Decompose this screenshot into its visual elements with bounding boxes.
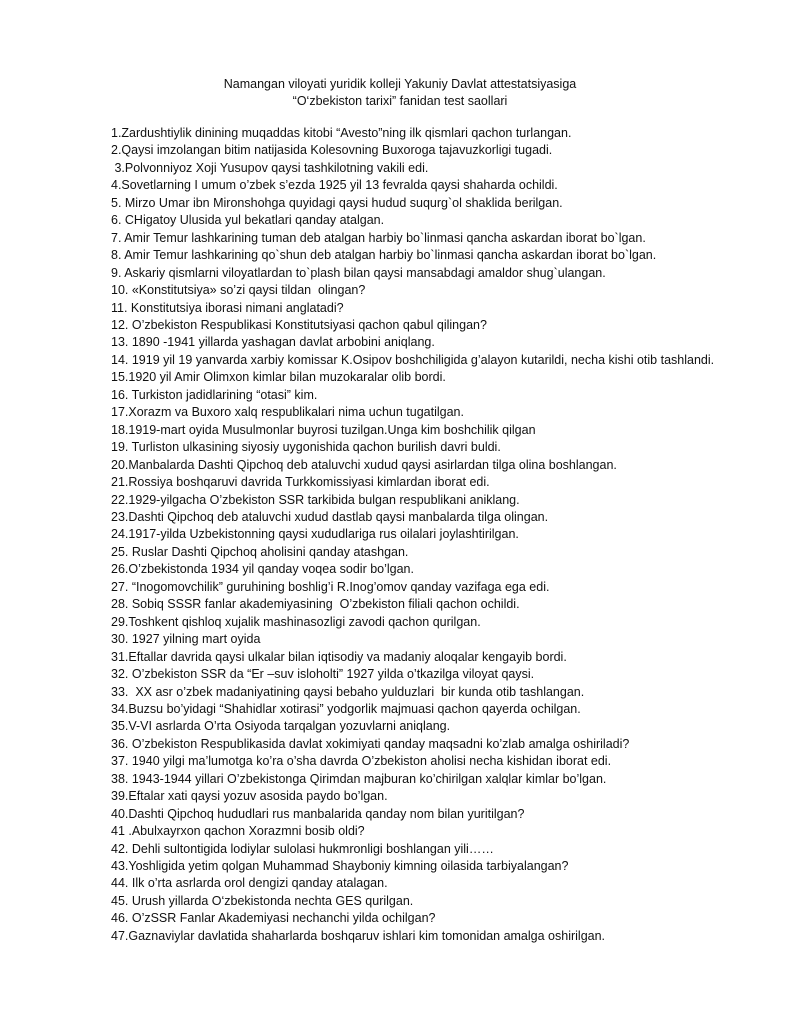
question-item: 27. “Inogomovchilik” guruhining boshlig’i R.Inog’omov qanday vazifaga ega edi. [111,579,550,594]
question-item: 18.1919-mart oyida Musulmonlar buyrosi tuzilgan.Unga kim boshchilik qilgan [111,422,536,437]
question-item: 42. Dehli sultontigida lodiylar sulolasi hukmronligi boshlangan yili…… [111,841,494,856]
question-item: 33. XX asr o’zbek madaniyatining qaysi bebaho yulduzlari bir kunda otib tashlangan. [111,684,585,699]
question-item: 5. Mirzo Umar ibn Mironshohga quyidagi qaysi hudud suqurg`ol shaklida berilgan. [111,195,563,210]
question-item: 31.Eftallar davrida qaysi ulkalar bilan iqtisodiy va madaniy aloqalar kengayib bordi. [111,649,567,664]
question-item: 36. O’zbekiston Respublikasida davlat xokimiyati qanday maqsadni ko’zlab amalga oshiriladi? [111,736,630,751]
question-item: 10. «Konstitutsiya» so’zi qaysi tildan olingan? [111,283,366,298]
question-item: 22.1929-yilgacha O’zbekiston SSR tarkibida bulgan respublikani aniklang. [111,492,520,507]
question-item: 11. Konstitutsiya iborasi nimani anglatadi? [111,300,344,315]
question-item: 29.Toshkent qishloq xujalik mashinasozligi zavodi qachon qurilgan. [111,614,481,629]
header-subject-title: “O‘zbekiston tarixi” fanidan test saollari [292,94,508,108]
question-item: 8. Amir Temur lashkarining qo`shun deb atalgan harbiy bo`linmasi qancha askardan iborat bo`lgan. [111,248,657,263]
question-item: 4.Sovetlarning I umum o’zbek s’ezda 1925 yil 13 fevralda qaysi shaharda ochildi. [111,178,558,193]
question-item: 32. O’zbekiston SSR da “Er –suv isloholti” 1927 yilda o’tkazilga viloyat qaysi. [111,667,535,682]
question-item: 26.O’zbekistonda 1934 yil qanday voqea sodir bo’lgan. [111,562,414,577]
question-item: 46. O’zSSR Fanlar Akademiyasi nechanchi yilda ochilgan? [111,911,436,926]
document-header [0,76,800,110]
question-item: 6. CHigatoy Ulusida yul bekatlari qanday atalgan. [111,213,385,228]
question-item: 19. Turliston ulkasining siyosiy uygonishida qachon burilish davri buldi. [111,440,501,455]
question-item: 2.Qaysi imzolangan bitim natijasida Kolesovning Buxoroga tajavuzkorligi tugadi. [111,143,553,158]
question-item: 37. 1940 yilgi ma’lumotga ko’ra o’sha davrda O’zbekiston aholisi necha kishidan iborat edi. [111,754,612,769]
question-item: 12. O’zbekiston Respublikasi Konstitutsiyasi qachon qabul qilingan? [111,317,487,332]
question-item: 25. Ruslar Dashti Qipchoq aholisini qanday atashgan. [111,544,409,559]
question-item: 24.1917-yilda Uzbekistonning qaysi xududlariga rus oilalari joylashtirilgan. [111,527,519,542]
question-item: 3.Polvonniyoz Xoji Yusupov qaysi tashkilotning vakili edi. [111,160,429,175]
question-item: 38. 1943-1944 yillari O’zbekistonga Qirimdan majburan ko’chirilgan xalqlar kimlar bo’lgan. [111,771,607,786]
question-item: 35.V-VI asrlarda O’rta Osiyoda tarqalgan yozuvlarni aniqlang. [111,719,451,734]
question-item: 17.Xorazm va Buxoro xalq respublikalari nima uchun tugatilgan. [111,405,464,420]
question-item: 14. 1919 yil 19 yanvarda xarbiy komissar K.Osipov boshchiligida g’alayon kutarildi, necha kishi otib tashlandi. [111,352,715,367]
question-item: 34.Buzsu bo’yidagi “Shahidlar xotirasi” yodgorlik majmuasi qachon qayerda ochilgan. [111,701,581,716]
header-college-title: Namangan viloyati yuridik kolleji Yakuniy Davlat attestatsiyasiga [223,77,577,91]
question-item: 30. 1927 yilning mart oyida [111,632,261,647]
question-item: 28. Sobiq SSSR fanlar akademiyasining O’zbekiston filiali qachon ochildi. [111,597,520,612]
question-item: 45. Urush yillarda O‘zbekistonda nechta GES qurilgan. [111,893,414,908]
question-item: 41 .Abulxayrxon qachon Xorazmni bosib oldi? [111,824,365,839]
question-item: 13. 1890 -1941 yillarda yashagan davlat arbobini aniqlang. [111,335,435,350]
question-item: 21.Rossiya boshqaruvi davrida Turkkomissiyasi kimlardan iborat edi. [111,475,490,490]
question-item: 16. Turkiston jadidlarining “otasi” kim. [111,387,318,402]
question-item: 9. Askariy qismlarni viloyatlardan to`plash bilan qaysi mansabdagi amaldor shug`ulangan. [111,265,606,280]
question-item: 7. Amir Temur lashkarining tuman deb atalgan harbiy bo`linmasi qancha askardan iborat bo`lgan. [111,230,646,245]
question-item: 1.Zardushtiylik dinining muqaddas kitobi “Avesto”ning ilk qismlari qachon turlangan. [111,126,572,140]
question-list [111,125,771,945]
question-item: 47.Gaznaviylar davlatida shaharlarda boshqaruv ishlari kim tomonidan amalga oshirilgan. [111,928,606,943]
question-item: 15.1920 yil Amir Olimxon kimlar bilan muzokaralar olib bordi. [111,370,446,385]
question-item: 20.Manbalarda Dashti Qipchoq deb ataluvchi xudud qaysi asirlardan tilga olina boshlangan. [111,457,617,472]
question-item: 43.Yoshligida yetim qolgan Muhammad Shayboniy kimning oilasida tarbiyalangan? [111,859,569,874]
question-item: 44. Ilk o’rta asrlarda orol dengizi qanday atalagan. [111,876,388,891]
question-item: 40.Dashti Qipchoq hududlari rus manbalarida qanday nom bilan yuritilgan? [111,806,525,821]
question-item: 23.Dashti Qipchoq deb ataluvchi xudud dastlab qaysi manbalarda tilga olingan. [111,509,549,524]
question-item: 39.Eftalar xati qaysi yozuv asosida paydo bo’lgan. [111,789,388,804]
